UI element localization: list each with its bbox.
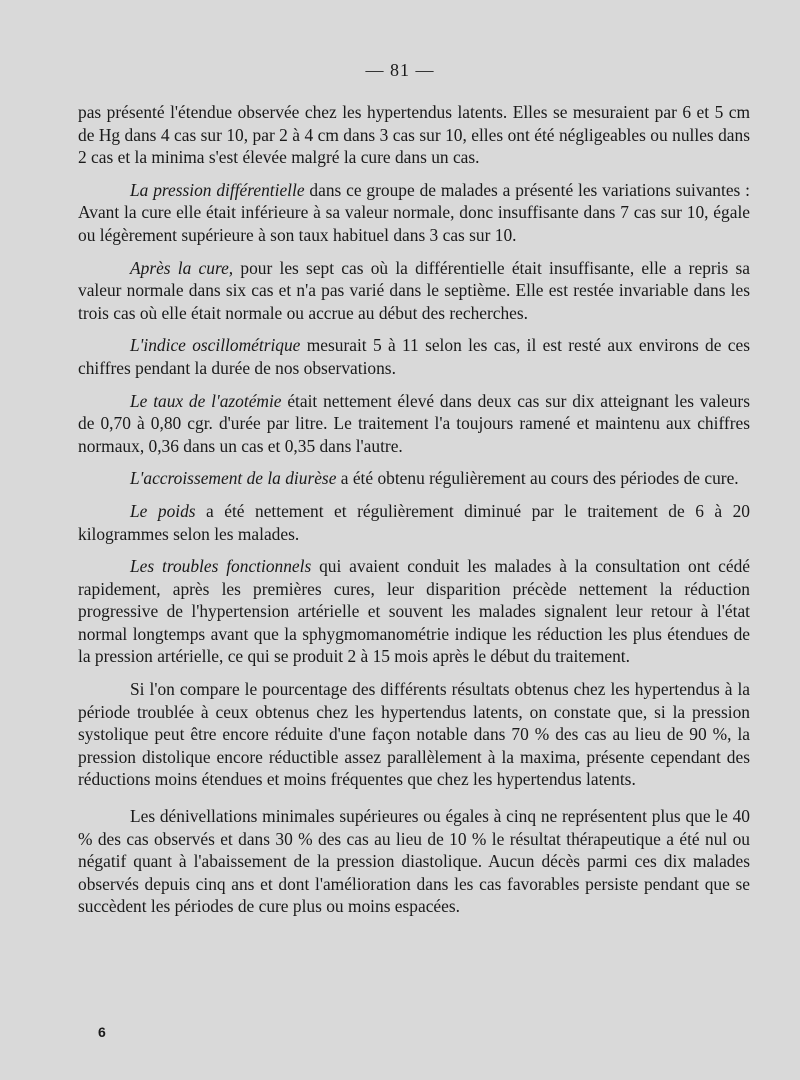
body-text — [78, 101, 750, 918]
paragraph — [78, 805, 750, 918]
paragraph — [78, 390, 750, 458]
paragraph-text: dans ce groupe de malades a présenté les variations suivantes : Avant la cure elle était inférieure à sa valeur normale, donc insuffisante dans 7 cas sur 10, égale ou légèrement supérieure à son taux habituel dans 3 cas sur 10. — [78, 179, 750, 245]
paragraph-lead: L'indice oscillométrique — [130, 335, 301, 356]
paragraph-text: qui avaient conduit les malades à la consultation ont cédé rapidement, après les premières cures, leur disparition précède nettement la réduction progressive de l'hypertension artérielle et souvent les malades signalent leur retour à l'état normal longtemps avant que la sphygmomanométrie indique les réduction les plus étendues de la pression artérielle, ce qui se produit 2 à 15 mois après le début du traitement. — [78, 556, 750, 667]
paragraph-text: était nettement élevé dans deux cas sur dix atteignant les valeurs de 0,70 à 0,80 cgr. d'urée par litre. Le traitement l'a toujours ramené et maintenu aux chiffres normaux, 0,36 dans un cas et 0,35 dans l'autre. — [78, 390, 750, 456]
paragraph — [78, 101, 750, 169]
paragraph — [78, 257, 750, 325]
paragraph-text: a été obtenu régulièrement au cours des périodes de cure. — [336, 468, 739, 489]
paragraph — [78, 500, 750, 545]
paragraph-text: a été nettement et régulièrement diminué par le traitement de 6 à 20 kilogrammes selon les malades. — [78, 500, 750, 544]
paragraph-lead: Le taux de l'azotémie — [130, 390, 282, 411]
paragraph-text: pas présenté l'étendue observée chez les hypertendus latents. Elles se mesuraient par 6 et 5 cm de Hg dans 4 cas sur 10, par 2 à 4 cm dans 3 cas sur 10, elles ont été négligeables ou nulles dans 2 cas et la minima s'est élevée malgré la cure dans un cas. — [78, 102, 750, 168]
paragraph-text: pour les sept cas où la différentielle était insuffisante, elle a repris sa valeur normale dans six cas et n'a pas varié dans le septième. Elle est restée invariable dans les trois cas où elle était normale ou accrue au début des recherches. — [78, 257, 750, 323]
page-number: — 81 — — [365, 60, 435, 80]
paragraph — [78, 467, 750, 490]
paragraph — [78, 555, 750, 668]
paragraph — [78, 678, 750, 791]
paragraph — [78, 334, 750, 379]
paragraph — [78, 179, 750, 247]
paragraph-text: mesurait 5 à 11 selon les cas, il est resté aux environs de ces chiffres pendant la durée de nos observations. — [78, 335, 751, 378]
paragraph-lead: Après la cure, — [130, 257, 234, 278]
paragraph-lead: Les troubles fonctionnels — [130, 556, 312, 577]
signature-mark: 6 — [98, 1024, 106, 1040]
paragraph-lead: Le poids — [130, 500, 196, 521]
paragraph-text: Les dénivellations minimales supérieures ou égales à cinq ne représentent plus que le 40 % des cas observés et dans 30 % des cas au lieu de 10 % le résultat thérapeutique a été nul ou négatif quant à l'abaissement de la pression diastolique. Aucun décès parmi ces dix malades observés depuis cinq ans et dont l'amélioration dans les cas favorables persiste pendant que se succèdent les périodes de cure plus ou moins espacées. — [78, 806, 750, 917]
paragraph-lead: La pression différentielle — [130, 179, 305, 200]
paragraph-text: Si l'on compare le pourcentage des différents résultats obtenus chez les hypertendus à la période troublée à ceux obtenus chez les hypertendus latents, on constate que, si la pression systolique peut être encore réduite d'une façon notable dans 70 % des cas au lieu de 90 %, la pression distolique encore réductible assez parallèlement à la maxima, présente cependant des réductions moins étendues et moins fréquentes que chez les hypertendus latents. — [78, 679, 750, 790]
paragraph-lead: L'accroissement de la diurèse — [130, 468, 337, 489]
